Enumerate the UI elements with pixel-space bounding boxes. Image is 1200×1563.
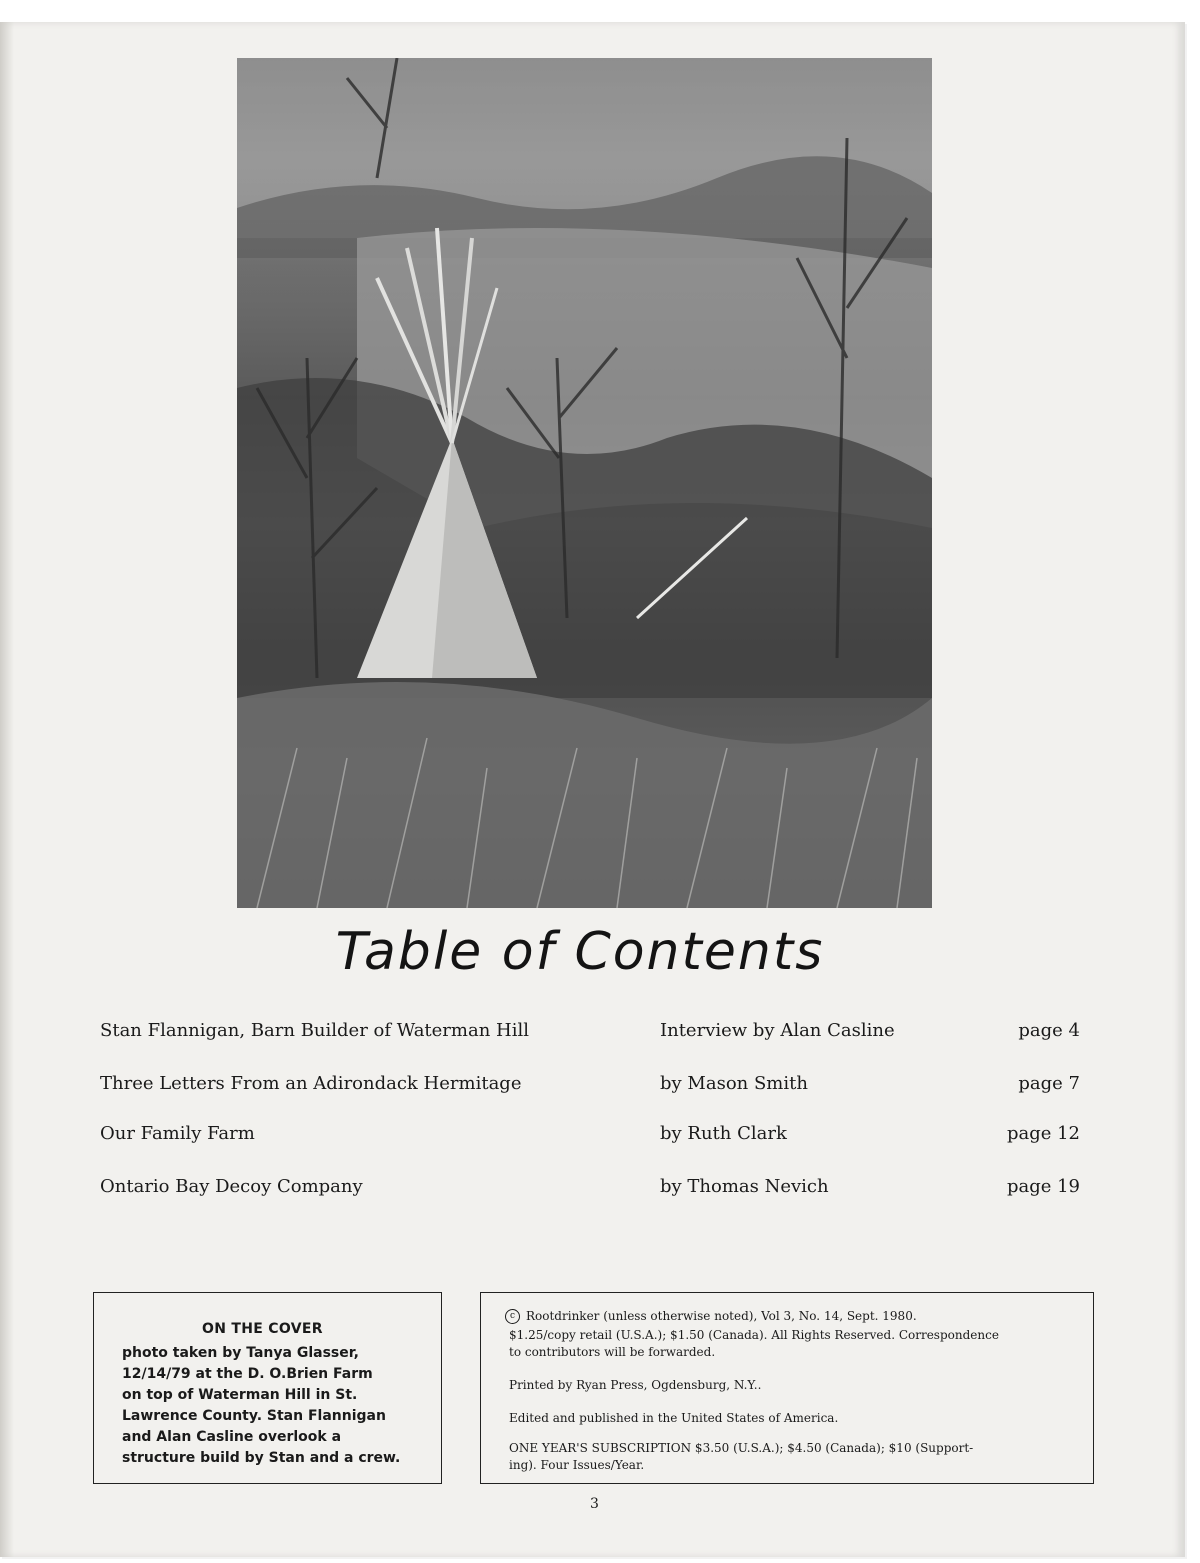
cover-caption-line: on top of Waterman Hill in St. xyxy=(122,1387,358,1403)
cover-caption-line: Lawrence County. Stan Flannigan xyxy=(122,1408,386,1424)
toc-entry-title: Ontario Bay Decoy Company xyxy=(100,1176,363,1197)
toc-entry-page: page 19 xyxy=(1006,1176,1080,1197)
toc-entry-author: by Mason Smith xyxy=(660,1073,808,1094)
subscription-line-2: ing). Four Issues/Year. xyxy=(509,1458,645,1472)
copyright-line xyxy=(509,1309,917,1324)
toc-entry-title: Stan Flannigan, Barn Builder of Waterman Hill xyxy=(100,1020,529,1041)
publication-volume: Rootdrinker (unless otherwise noted), Vol 3, No. 14, Sept. 1980. xyxy=(526,1309,917,1323)
on-the-cover-box xyxy=(93,1292,442,1484)
toc-entry-page: page 7 xyxy=(1018,1073,1080,1094)
toc-entry-page: page 4 xyxy=(1018,1020,1080,1041)
toc-entry-title: Our Family Farm xyxy=(100,1123,255,1144)
toc-entry-author: by Thomas Nevich xyxy=(660,1176,829,1197)
publication-edited: Edited and published in the United States of America. xyxy=(509,1411,839,1425)
cover-photo-teepee-landscape xyxy=(237,58,932,908)
publication-price: $1.25/copy retail (U.S.A.); $1.50 (Canada). All Rights Reserved. Correspondence xyxy=(509,1328,999,1342)
cover-caption-line: 12/14/79 at the D. O.Brien Farm xyxy=(122,1366,373,1382)
toc-title: Table of Contents xyxy=(335,922,825,982)
publication-printer: Printed by Ryan Press, Ogdensburg, N.Y.. xyxy=(509,1378,762,1392)
toc-entry-author: by Ruth Clark xyxy=(660,1123,787,1144)
subscription-line-1: ONE YEAR'S SUBSCRIPTION $3.50 (U.S.A.); $4.50 (Canada); $10 (Support- xyxy=(509,1441,974,1455)
toc-entry-title: Three Letters From an Adirondack Hermitage xyxy=(100,1073,522,1094)
toc-entry xyxy=(100,1020,1080,1052)
cover-caption-line: structure build by Stan and a crew. xyxy=(122,1450,401,1466)
cover-caption-line: photo taken by Tanya Glasser, xyxy=(122,1345,359,1361)
publication-info-box xyxy=(480,1292,1094,1484)
copyright-icon: c xyxy=(505,1309,520,1324)
toc-entry-author: Interview by Alan Casline xyxy=(660,1020,895,1041)
page-shadow-edge xyxy=(0,22,14,1557)
toc-entry xyxy=(100,1073,1080,1105)
toc-entry xyxy=(100,1123,1080,1155)
cover-heading: ON THE COVER xyxy=(202,1321,323,1337)
cover-caption xyxy=(122,1343,442,1469)
page-number: 3 xyxy=(590,1496,599,1512)
toc-entry-page: page 12 xyxy=(1006,1123,1080,1144)
publication-correspondence: to contributors will be forwarded. xyxy=(509,1345,716,1359)
cover-caption-line: and Alan Casline overlook a xyxy=(122,1429,342,1445)
toc-entry xyxy=(100,1176,1080,1208)
